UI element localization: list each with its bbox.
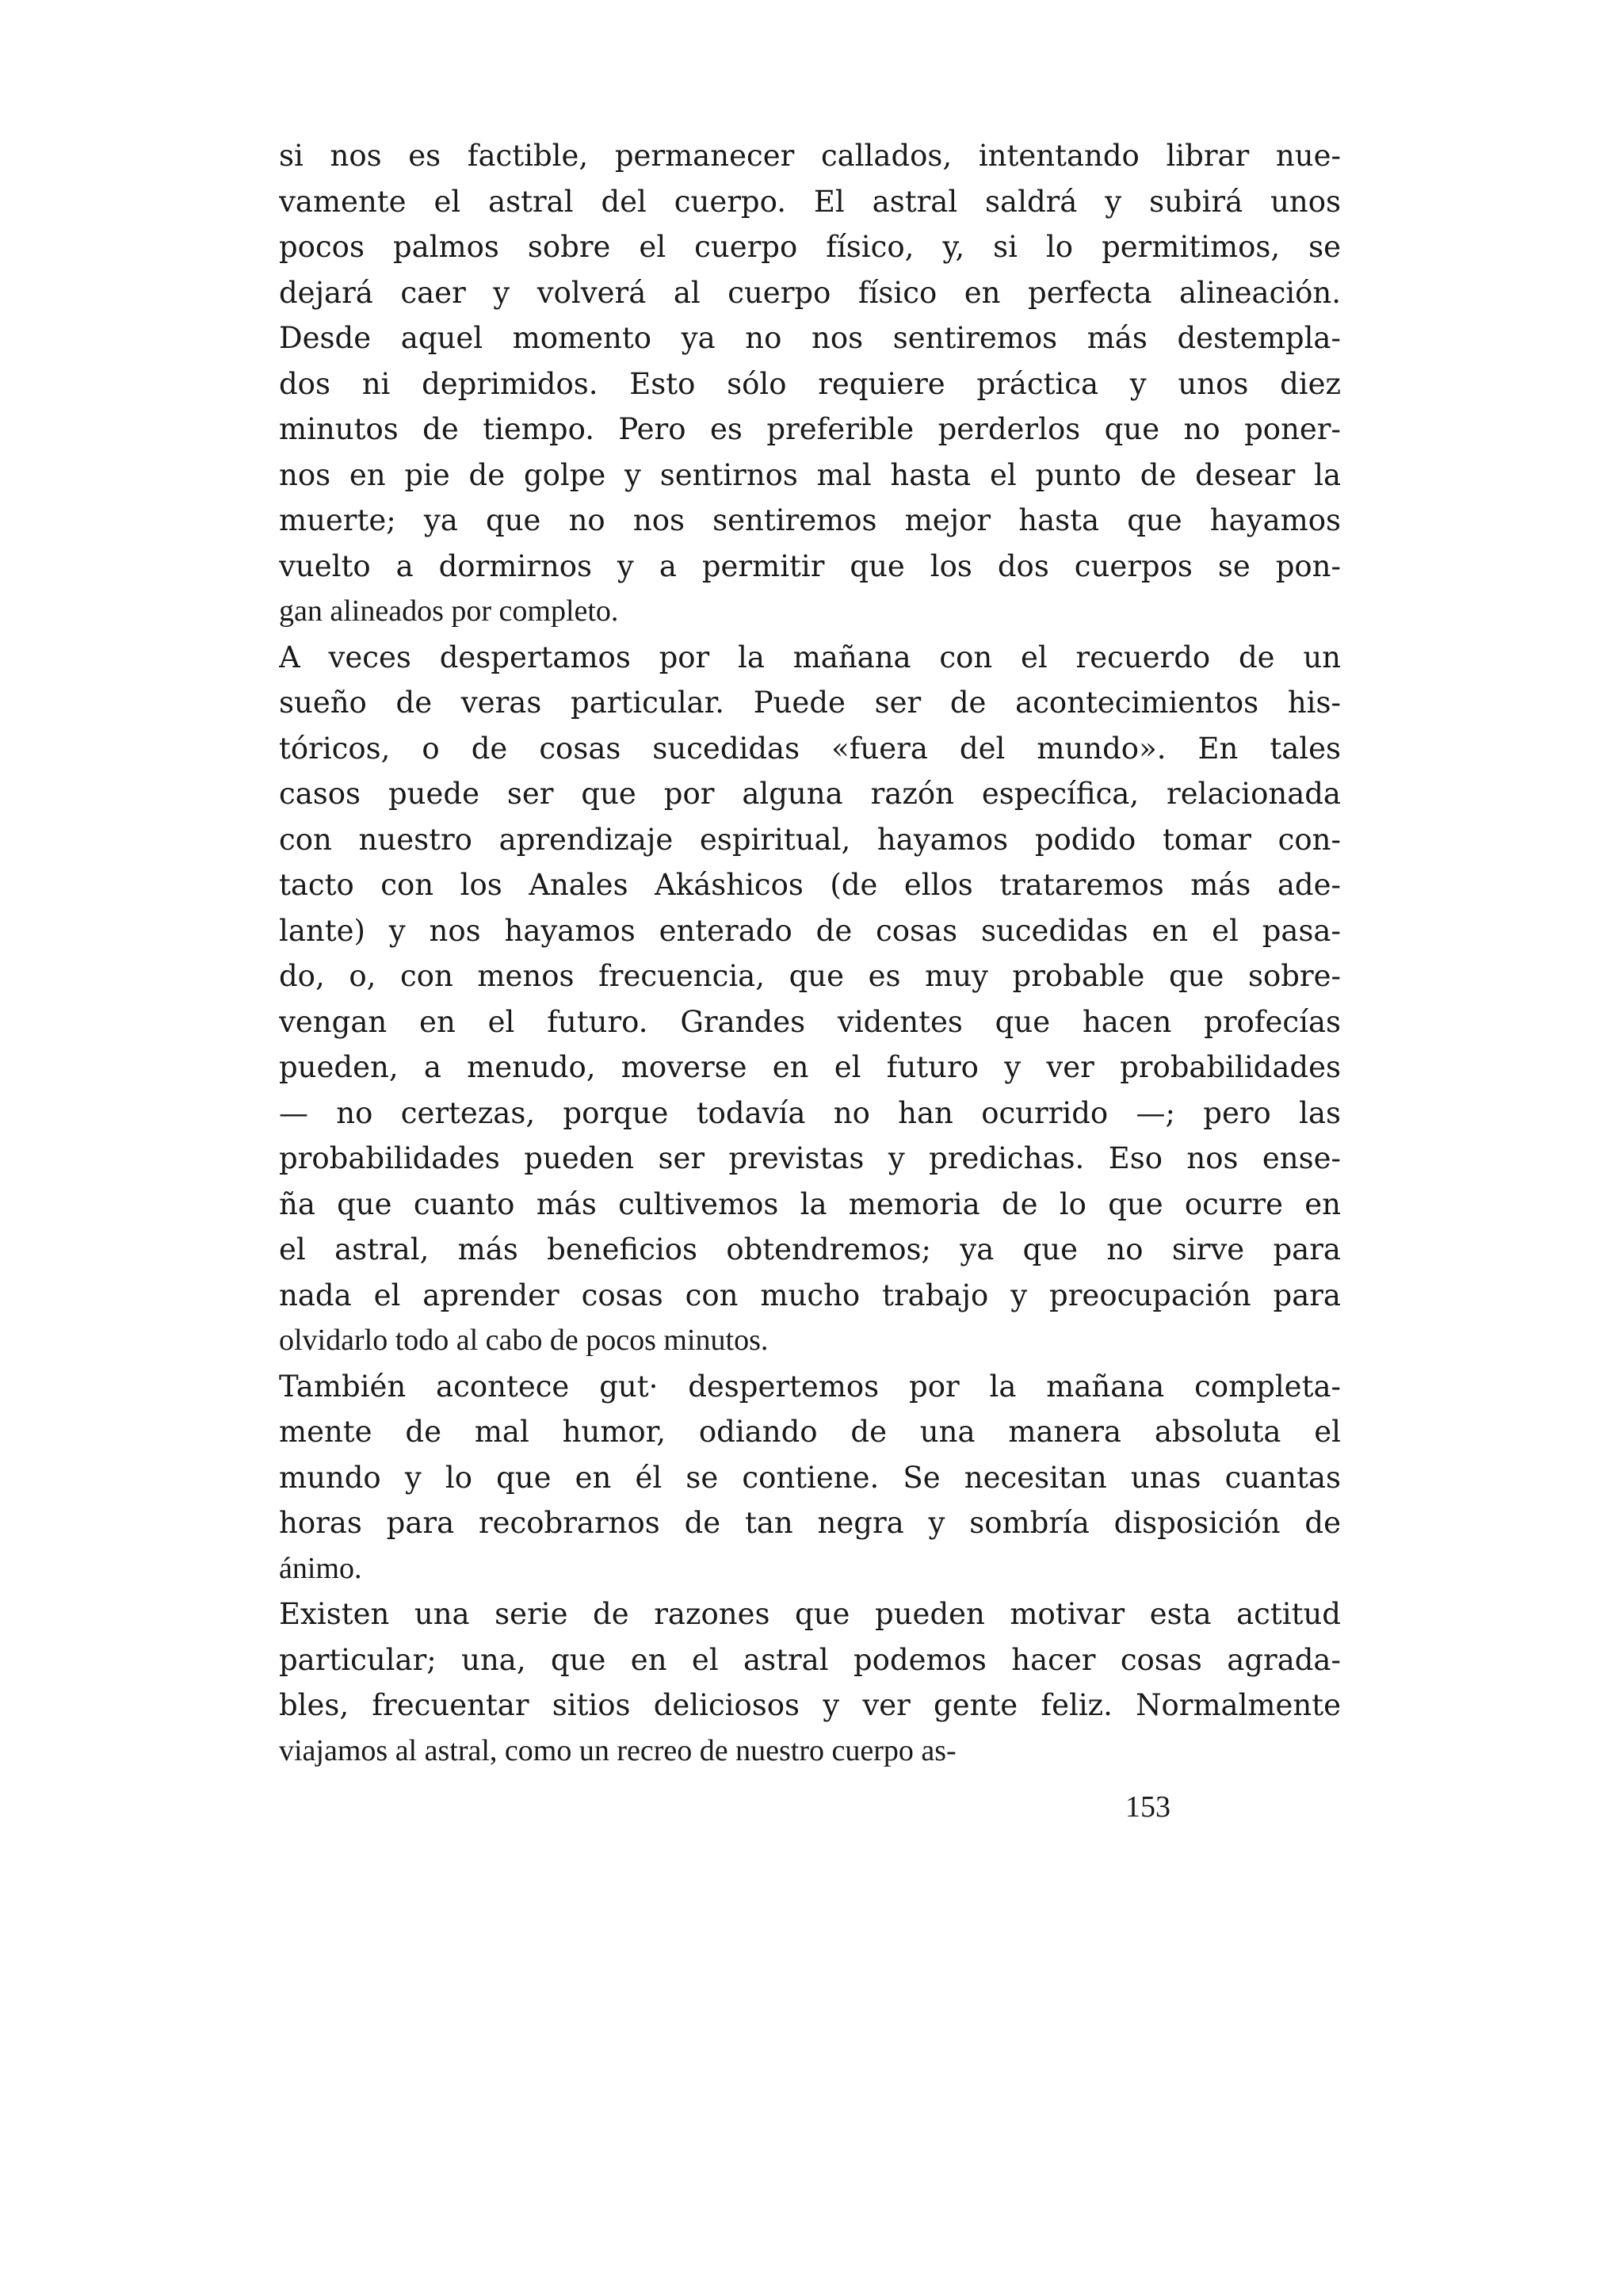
text-line: minutos de tiempo. Pero es preferible perderlos que no poner-	[279, 412, 1341, 446]
text-line: sueño de veras particular. Puede ser de acontecimientos his-	[279, 686, 1341, 720]
text-line: bles, frecuentar sitios deliciosos y ver gente feliz. Normalmente	[279, 1688, 1341, 1722]
text-line: vamente el astral del cuerpo. El astral saldrá y subirá unos	[279, 184, 1341, 219]
text-line: el astral, más beneficios obtendremos; ya que no sirve para	[279, 1232, 1341, 1266]
text-line: ánimo.	[279, 1551, 362, 1585]
text-line: nada el aprender cosas con mucho trabajo y preocupación para	[279, 1278, 1341, 1312]
text-line: con nuestro aprendizaje espiritual, hayamos podido tomar con-	[279, 822, 1341, 857]
paragraph	[279, 1591, 1341, 1774]
text-line: Desde aquel momento ya no nos sentiremos más destempla-	[279, 321, 1341, 355]
text-line: pocos palmos sobre el cuerpo físico, y, si lo permitimos, se	[279, 230, 1341, 264]
text-line: A veces despertamos por la mañana con el recuerdo de un	[279, 640, 1341, 674]
body-text	[279, 133, 1341, 1774]
text-line: pueden, a menudo, moverse en el futuro y ver probabilidades	[279, 1050, 1341, 1084]
text-line: muerte; ya que no nos sentiremos mejor hasta que hayamos	[279, 503, 1341, 537]
text-line: do, o, con menos frecuencia, que es muy probable que sobre-	[279, 959, 1341, 993]
text-line: gan alineados por completo.	[279, 594, 619, 628]
text-line: si nos es factible, permanecer callados, intentando librar nue-	[279, 139, 1341, 173]
text-line: nos en pie de golpe y sentirnos mal hasta el punto de desear la	[279, 457, 1341, 492]
text-line: ña que cuanto más cultivemos la memoria de lo que ocurre en	[279, 1186, 1341, 1221]
text-line: probabilidades pueden ser previstas y predichas. Eso nos ense-	[279, 1141, 1341, 1175]
text-line: mundo y lo que en él se contiene. Se necesitan unas cuantas	[279, 1460, 1341, 1495]
text-line: particular; una, que en el astral podemos hacer cosas agrada-	[279, 1642, 1341, 1677]
paragraph	[279, 1364, 1341, 1592]
text-line: casos puede ser que por alguna razón específica, relacionada	[279, 777, 1341, 811]
text-line: vengan en el futuro. Grandes videntes que hacen profecías	[279, 1004, 1341, 1039]
text-line: lante) y nos hayamos enterado de cosas sucedidas en el pasa-	[279, 913, 1341, 948]
text-line: dejará caer y volverá al cuerpo físico en perfecta alineación.	[279, 275, 1341, 310]
paragraph	[279, 635, 1341, 1364]
text-line: horas para recobrarnos de tan negra y sombría disposición de	[279, 1506, 1341, 1540]
text-line: tacto con los Anales Akáshicos (de ellos trataremos más ade-	[279, 868, 1341, 902]
paragraph	[279, 133, 1341, 635]
text-line: vuelto a dormirnos y a permitir que los dos cuerpos se pon-	[279, 548, 1341, 583]
page-number: 153	[1125, 1790, 1170, 1824]
text-line: También acontece gut· despertemos por la mañana completa-	[279, 1369, 1341, 1404]
text-line: — no certezas, porque todavía no han ocurrido —; pero las	[279, 1095, 1341, 1130]
text-line: olvidarlo todo al cabo de pocos minutos.	[279, 1324, 769, 1357]
text-line: mente de mal humor, odiando de una manera absoluta el	[279, 1415, 1341, 1449]
text-line: tóricos, o de cosas sucedidas «fuera del mundo». En tales	[279, 731, 1341, 766]
text-line: Existen una serie de razones que pueden motivar esta actitud	[279, 1597, 1341, 1631]
text-line: viajamos al astral, como un recreo de nuestro cuerpo as-	[279, 1733, 957, 1767]
text-line: dos ni deprimidos. Esto sólo requiere práctica y unos diez	[279, 366, 1341, 401]
